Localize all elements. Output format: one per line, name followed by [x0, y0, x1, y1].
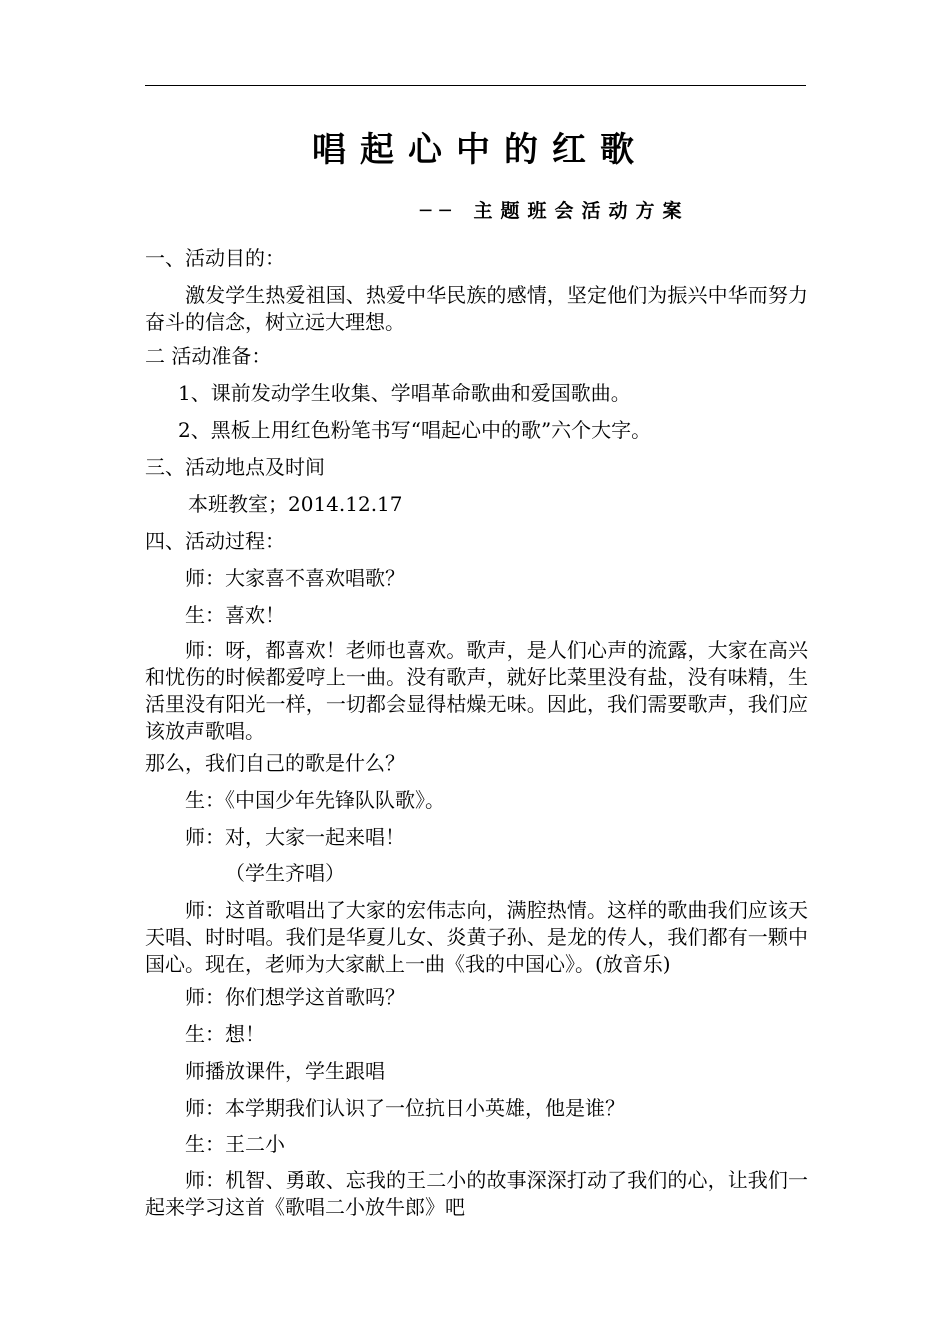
dialogue-line: 生：王二小	[185, 1132, 285, 1156]
section-2-heading: 二 活动准备：	[145, 344, 272, 368]
dialogue-line: 师：你们想学这首歌吗？	[185, 985, 405, 1009]
section-2-item-2: 2、黑板上用红色粉笔书写“唱起心中的歌”六个大字。	[178, 418, 652, 442]
dialogue-line: 生：想！	[185, 1022, 265, 1046]
dialogue-paragraph: 师：这首歌唱出了大家的宏伟志向，满腔热情。这样的歌曲我们应该天天唱、时时唱。我们是华夏儿女、炎黄子孙、是龙的传人，我们都有一颗中国心。现在，老师为大家献上一曲《我的中国心》。(放音乐)	[145, 898, 808, 976]
section-1-heading: 一、活动目的：	[145, 246, 285, 270]
section-3-heading: 三、活动地点及时间	[145, 455, 325, 479]
document-title: 唱起心中的红歌	[312, 130, 648, 170]
document-subtitle: ── 主题班会活动方案	[420, 200, 690, 222]
dialogue-line: 生：喜欢！	[185, 603, 285, 627]
dialogue-line: 师：对，大家一起来唱！	[185, 825, 405, 849]
section-4-heading: 四、活动过程：	[145, 529, 285, 553]
dialogue-line: （学生齐唱）	[225, 861, 345, 885]
dialogue-line: 师：大家喜不喜欢唱歌？	[185, 566, 405, 590]
header-rule	[145, 85, 806, 86]
dialogue-line: 师：本学期我们认识了一位抗日小英雄，他是谁？	[185, 1096, 625, 1120]
section-1-text: 激发学生热爱祖国、热爱中华民族的感情，坚定他们为振兴中华而努力奋斗的信念，树立远大理想。	[145, 283, 808, 334]
section-2-item-1: 1、课前发动学生收集、学唱革命歌曲和爱国歌曲。	[178, 381, 631, 405]
dialogue-paragraph: 师：机智、勇敢、忘我的王二小的故事深深打动了我们的心，让我们一起来学习这首《歌唱二小放牛郎》吧	[145, 1168, 808, 1219]
dialogue-line: 那么，我们自己的歌是什么？	[145, 751, 405, 775]
section-3-text: 本班教室；2014.12.17	[188, 492, 403, 516]
dialogue-line: 师播放课件，学生跟唱	[185, 1059, 385, 1083]
dialogue-line: 生：《中国少年先锋队队歌》。	[185, 788, 445, 812]
dialogue-paragraph: 师：呀，都喜欢！老师也喜欢。歌声，是人们心声的流露，大家在高兴和忧伤的时候都爱哼上一曲。没有歌声，就好比菜里没有盐，没有味精，生活里没有阳光一样，一切都会显得枯燥无味。因此，我们需要歌声，我们应该放声歌唱。	[145, 638, 808, 743]
